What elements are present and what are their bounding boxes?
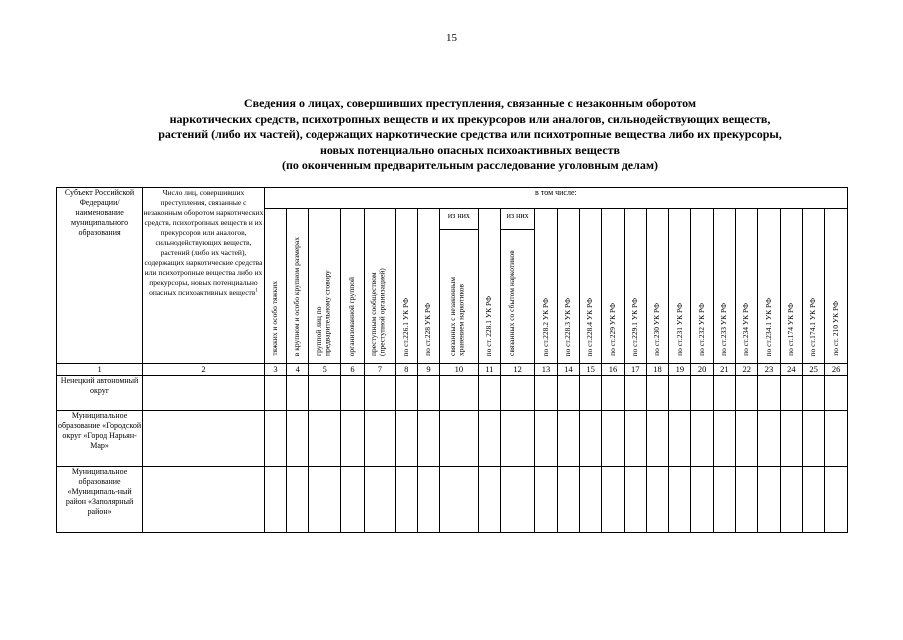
column-number: 9 bbox=[417, 364, 439, 376]
column-number: 20 bbox=[691, 364, 713, 376]
data-cell bbox=[758, 411, 780, 467]
header-col-9-text: по ст.228 УК РФ bbox=[423, 303, 433, 356]
column-number: 17 bbox=[624, 364, 646, 376]
header-col-17-text: по ст.229.1 УК РФ bbox=[629, 297, 639, 356]
header-col-23-text: по ст.234.1 УК РФ bbox=[763, 297, 773, 356]
title-line: новых потенциально опасных психоактивных веществ bbox=[319, 142, 621, 157]
header-col-8 bbox=[395, 209, 417, 364]
data-cell bbox=[802, 411, 824, 467]
header-col-4-text: в крупном и особо крупном размерах bbox=[292, 236, 302, 356]
data-cell bbox=[143, 467, 265, 533]
data-cell bbox=[713, 376, 735, 411]
data-cell bbox=[478, 467, 500, 533]
data-cell bbox=[287, 467, 309, 533]
data-cell bbox=[417, 411, 439, 467]
header-col-15 bbox=[580, 209, 602, 364]
data-cell bbox=[780, 467, 802, 533]
document-title bbox=[80, 96, 860, 174]
header-col-9 bbox=[417, 209, 439, 364]
header-col-6 bbox=[340, 209, 364, 364]
row-label: Ненецкий автономный округ bbox=[57, 376, 143, 411]
data-cell bbox=[287, 376, 309, 411]
data-cell bbox=[825, 411, 848, 467]
header-iz-nih-1: из них bbox=[440, 209, 479, 230]
header-col-13-text: по ст.228.2 УК РФ bbox=[540, 297, 550, 356]
data-cell bbox=[758, 467, 780, 533]
data-cell bbox=[417, 467, 439, 533]
column-number: 8 bbox=[395, 364, 417, 376]
table-row bbox=[57, 411, 848, 467]
data-cell bbox=[825, 376, 848, 411]
column-number: 7 bbox=[365, 364, 395, 376]
data-cell bbox=[500, 376, 534, 411]
footnote-marker: 1 bbox=[255, 288, 258, 294]
data-cell bbox=[309, 411, 340, 467]
data-cell bbox=[669, 376, 691, 411]
header-col-7 bbox=[365, 209, 395, 364]
data-cell bbox=[669, 411, 691, 467]
header-col-14 bbox=[557, 209, 579, 364]
header-col-5-text: группой лиц по предварительному сговору bbox=[313, 270, 332, 356]
column-number: 6 bbox=[340, 364, 364, 376]
header-col-10-text: связанных с незаконным хранением наркотиков bbox=[447, 277, 466, 356]
column-number: 19 bbox=[669, 364, 691, 376]
data-cell bbox=[340, 376, 364, 411]
header-col-17 bbox=[624, 209, 646, 364]
row-label: Муниципальное образование «Городской округ «Город Нарьян-Мар» bbox=[57, 411, 143, 467]
data-cell bbox=[365, 467, 395, 533]
title-line: Сведения о лицах, совершивших преступления, связанные с незаконным оборотом bbox=[243, 96, 697, 110]
table-row bbox=[57, 376, 848, 411]
column-number: 16 bbox=[602, 364, 624, 376]
column-number: 22 bbox=[736, 364, 758, 376]
data-cell bbox=[395, 411, 417, 467]
data-cell bbox=[646, 411, 668, 467]
data-cell bbox=[557, 467, 579, 533]
header-col-12-text: связанных со сбытом наркотиков bbox=[506, 250, 516, 356]
header-col-14-text: по ст.228.3 УК РФ bbox=[563, 297, 573, 356]
data-cell bbox=[557, 411, 579, 467]
data-cell bbox=[287, 411, 309, 467]
data-cell bbox=[736, 376, 758, 411]
header-col-11-text: по ст. 228.1 УК РФ bbox=[484, 295, 494, 356]
header-col-26 bbox=[825, 209, 848, 364]
data-cell bbox=[340, 411, 364, 467]
column-number: 24 bbox=[780, 364, 802, 376]
column-number: 3 bbox=[264, 364, 286, 376]
data-cell bbox=[557, 376, 579, 411]
data-cell bbox=[395, 376, 417, 411]
header-col-6-text: организованной группой bbox=[347, 276, 357, 356]
header-in-total: в том числе: bbox=[264, 188, 847, 209]
data-cell bbox=[500, 411, 534, 467]
data-cell bbox=[309, 467, 340, 533]
column-number: 21 bbox=[713, 364, 735, 376]
header-col-13 bbox=[535, 209, 557, 364]
header-col-24 bbox=[780, 209, 802, 364]
header-col-19 bbox=[669, 209, 691, 364]
header-col-21 bbox=[713, 209, 735, 364]
header-col-15-text: по ст.228.4 УК РФ bbox=[585, 297, 595, 356]
header-col-19-text: по ст.231 УК РФ bbox=[674, 303, 684, 356]
header-col-16 bbox=[602, 209, 624, 364]
data-cell bbox=[758, 376, 780, 411]
column-number: 11 bbox=[478, 364, 500, 376]
column-number: 14 bbox=[557, 364, 579, 376]
header-col-8-text: по ст.226.1 УК РФ bbox=[400, 297, 410, 356]
data-cell bbox=[143, 376, 265, 411]
data-cell bbox=[580, 467, 602, 533]
data-cell bbox=[669, 467, 691, 533]
column-number: 26 bbox=[825, 364, 848, 376]
data-cell bbox=[691, 411, 713, 467]
data-cell bbox=[802, 467, 824, 533]
data-cell bbox=[340, 467, 364, 533]
data-cell bbox=[440, 376, 479, 411]
title-line: (по оконченным предварительным расследование уголовным делам) bbox=[282, 158, 658, 172]
column-number: 1 bbox=[57, 364, 143, 376]
data-cell bbox=[365, 411, 395, 467]
data-cell bbox=[264, 411, 286, 467]
header-col-18-text: по ст.230 УК РФ bbox=[652, 303, 662, 356]
header-person-count bbox=[143, 188, 265, 364]
data-cell bbox=[602, 467, 624, 533]
header-col-22-text: по ст.234 УК РФ bbox=[741, 303, 751, 356]
data-cell bbox=[646, 376, 668, 411]
header-col-16-text: по ст.229 УК РФ bbox=[607, 303, 617, 356]
page-number: 15 bbox=[446, 32, 457, 44]
data-cell bbox=[580, 376, 602, 411]
data-cell bbox=[535, 467, 557, 533]
header-col-3 bbox=[264, 209, 286, 364]
title-line: наркотических средств, психотропных веществ и их прекурсоров или аналогов, сильнодействующих веществ, bbox=[169, 111, 771, 126]
data-cell bbox=[825, 467, 848, 533]
data-cell bbox=[395, 467, 417, 533]
data-cell bbox=[535, 376, 557, 411]
data-cell bbox=[417, 376, 439, 411]
data-cell bbox=[736, 467, 758, 533]
header-subject: Субъект Российской Федерации/ наименование муниципального образования bbox=[57, 188, 143, 364]
header-col-18 bbox=[646, 209, 668, 364]
data-cell bbox=[624, 376, 646, 411]
data-cell bbox=[365, 376, 395, 411]
data-cell bbox=[736, 411, 758, 467]
data-cell bbox=[691, 467, 713, 533]
column-number-row bbox=[57, 364, 848, 376]
data-cell bbox=[602, 411, 624, 467]
data-cell bbox=[624, 467, 646, 533]
data-cell bbox=[802, 376, 824, 411]
data-cell bbox=[691, 376, 713, 411]
header-col-3-text: тяжких и особо тяжких bbox=[270, 281, 280, 356]
data-cell bbox=[602, 376, 624, 411]
header-person-count-text: Число лиц, совершивших преступления, связанные с незаконным оборотом наркотических средств, психотропных веществ и их прекурсоров или аналогов, сильнодействующих веществ, растений (либо их частей), содержащих наркотические средства или психотропные вещества либо их прекурсоры, новых потенциально опасных психоактивных веществ bbox=[143, 188, 264, 297]
column-number: 23 bbox=[758, 364, 780, 376]
header-col-20 bbox=[691, 209, 713, 364]
header-col-4 bbox=[287, 209, 309, 364]
data-cell bbox=[500, 467, 534, 533]
column-number: 5 bbox=[309, 364, 340, 376]
header-iz-nih-2: из них bbox=[500, 209, 534, 230]
data-cell bbox=[780, 376, 802, 411]
row-label: Муниципальное образование «Муниципаль-ный район «Заполярный район» bbox=[57, 467, 143, 533]
column-number: 18 bbox=[646, 364, 668, 376]
data-cell bbox=[780, 411, 802, 467]
data-cell bbox=[264, 376, 286, 411]
data-cell bbox=[440, 467, 479, 533]
table-row bbox=[57, 467, 848, 533]
column-number: 15 bbox=[580, 364, 602, 376]
header-col-11 bbox=[478, 209, 500, 364]
header-col-10 bbox=[440, 230, 479, 364]
header-col-5 bbox=[309, 209, 340, 364]
column-number: 25 bbox=[802, 364, 824, 376]
data-cell bbox=[535, 411, 557, 467]
report-table bbox=[56, 187, 848, 533]
header-col-25 bbox=[802, 209, 824, 364]
data-cell bbox=[478, 411, 500, 467]
data-cell bbox=[478, 376, 500, 411]
data-cell bbox=[624, 411, 646, 467]
header-col-12 bbox=[500, 230, 534, 364]
column-number: 2 bbox=[143, 364, 265, 376]
data-cell bbox=[143, 411, 265, 467]
data-cell bbox=[440, 411, 479, 467]
header-col-23 bbox=[758, 209, 780, 364]
column-number: 13 bbox=[535, 364, 557, 376]
data-cell bbox=[713, 467, 735, 533]
column-number: 12 bbox=[500, 364, 534, 376]
data-cell bbox=[713, 411, 735, 467]
header-col-22 bbox=[736, 209, 758, 364]
column-number: 4 bbox=[287, 364, 309, 376]
header-col-25-text: по ст.174.1 УК РФ bbox=[808, 297, 818, 356]
data-cell bbox=[309, 376, 340, 411]
header-col-21-text: по ст.233 УК РФ bbox=[719, 303, 729, 356]
column-number: 10 bbox=[440, 364, 479, 376]
data-cell bbox=[580, 411, 602, 467]
data-cell bbox=[264, 467, 286, 533]
header-col-7-text: преступным сообществом (преступной организацией) bbox=[368, 268, 387, 356]
data-cell bbox=[646, 467, 668, 533]
header-col-26-text: по ст. 210 УК РФ bbox=[830, 301, 840, 356]
header-col-20-text: по ст.232 УК РФ bbox=[696, 303, 706, 356]
header-col-24-text: по ст.174 УК РФ bbox=[786, 303, 796, 356]
title-line: растений (либо их частей), содержащих наркотические средства или психотропные вещества либо их прекурсоры, bbox=[158, 127, 782, 141]
